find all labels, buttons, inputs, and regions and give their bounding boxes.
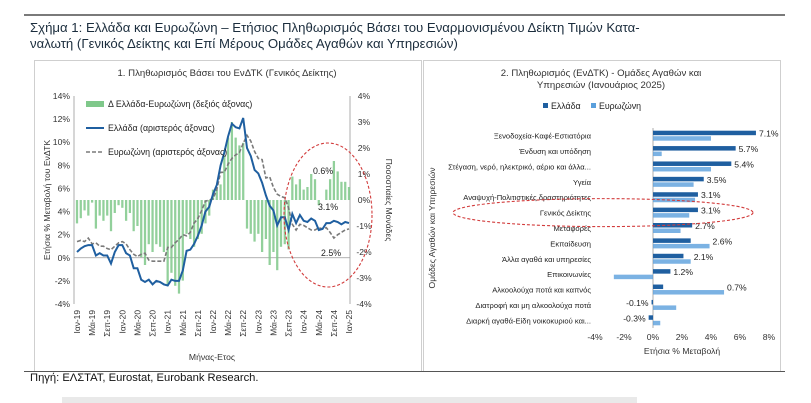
chart1-ylabel: Ετήσια % Μεταβολή του ΕνΔΤΚ bbox=[42, 139, 52, 261]
chart1-diff-bar bbox=[269, 200, 271, 265]
chart1-diff-bar bbox=[280, 200, 282, 247]
chart2-greece-bar bbox=[653, 146, 736, 151]
chart1-diff-bar bbox=[310, 174, 312, 200]
chart1-ytick-right-label: 0% bbox=[357, 195, 371, 205]
chart1-diff-bar bbox=[129, 200, 131, 213]
chart1-diff-bar bbox=[76, 200, 78, 223]
chart2-eurozone-bar bbox=[653, 259, 691, 264]
chart2-category-label: Αναψυχή-Πολιτιστικές δραστηριότητες bbox=[463, 193, 591, 203]
chart2-category-label: Υγεία bbox=[573, 177, 591, 187]
chart2-xtick-label: 4% bbox=[704, 332, 718, 342]
chart1-diff-bar bbox=[261, 200, 263, 252]
chart1-diff-bar bbox=[148, 200, 150, 244]
chart1-annotation-greece: 3.1% bbox=[318, 202, 339, 212]
chart1-diff-bar bbox=[95, 200, 97, 229]
chart2-eurozone-bar bbox=[653, 152, 662, 157]
chart1-xtick-label: Ιαν-23 bbox=[253, 310, 264, 334]
chart1-diff-bar bbox=[121, 200, 123, 208]
chart2-eurozone-bar bbox=[653, 182, 694, 187]
chart1-diff-bar bbox=[117, 200, 119, 205]
chart1-xtick-label: Ιαν-25 bbox=[344, 310, 354, 334]
chart1-diff-bar bbox=[238, 145, 240, 200]
chart2-xtick-label: 8% bbox=[762, 332, 776, 342]
chart1-diff-bar bbox=[114, 200, 116, 213]
chart2-eurozone-bar bbox=[653, 213, 689, 218]
chart1-diff-bar bbox=[333, 161, 335, 200]
chart1-xtick-label: Μάι-22 bbox=[223, 310, 234, 336]
source-note: Πηγή: ΕΛΣΤΑΤ, Eurostat, Eurobank Research. bbox=[30, 372, 259, 384]
chart1-diff-bar bbox=[136, 200, 138, 226]
chart2-title-line2: Υπηρεσιών (Ιανουάριος 2025) bbox=[536, 80, 666, 91]
chart1-diff-bar bbox=[250, 200, 252, 234]
chart1-diff-bar bbox=[106, 200, 108, 216]
chart2-greece-bar bbox=[653, 269, 670, 274]
chart1-diff-bar bbox=[163, 200, 165, 252]
chart1-title: 1. Πληθωρισμός Βάσει του ΕνΔΤΚ (Γενικός Δείκτης) bbox=[117, 68, 337, 79]
chart1-diff-bar bbox=[257, 200, 259, 234]
chart2-value-label: 3.1% bbox=[700, 190, 721, 201]
chart1-diff-bar bbox=[291, 177, 293, 200]
chart2-value-label: 3.1% bbox=[700, 205, 721, 216]
chart2-eurozone-bar bbox=[653, 244, 710, 249]
chart2-category-label: Γενικός Δείκτης bbox=[539, 208, 591, 218]
chart1-diff-bar bbox=[242, 143, 244, 200]
chart2-greece-bar bbox=[653, 192, 698, 197]
chart2-legend-eurozone-label: Ευρωζώνη bbox=[599, 101, 641, 111]
chart1-legend-eurozone-label: Ευρωζώνη (αριστερός άξονας) bbox=[108, 147, 228, 157]
chart1-xtick-label: Ιαν-24 bbox=[298, 310, 309, 334]
chart1-diff-bar bbox=[219, 184, 221, 200]
chart2-value-label: 2.6% bbox=[712, 236, 733, 247]
figure-title-line1: Σχήμα 1: Ελλάδα και Ευρωζώνη – Ετήσιος Πληθωρισμός Βάσει του Εναρμονισμένου Δείκτη Τιμών Κατα- bbox=[30, 20, 640, 35]
chart2-value-label: 2.7% bbox=[695, 221, 715, 231]
chart1-diff-bar bbox=[110, 200, 112, 231]
chart2-category-label: Στέγαση, νερό, ηλεκτρικό, αέριο και άλλα... bbox=[448, 162, 591, 172]
chart2-xtick-label: -4% bbox=[587, 332, 603, 342]
chart1-diff-bar bbox=[170, 200, 172, 273]
chart1-annotation-diff: 0.6% bbox=[313, 166, 334, 176]
chart1-ytick-label: 4% bbox=[57, 206, 70, 217]
chart2-eurozone-bar bbox=[653, 290, 724, 295]
chart1-ytick-label: 10% bbox=[52, 137, 70, 148]
chart2-greece-bar bbox=[653, 285, 663, 290]
chart2-value-label: -0.1% bbox=[626, 297, 649, 308]
chart2-greece-bar bbox=[652, 300, 653, 305]
chart1-diff-bar bbox=[246, 200, 248, 229]
chart2-category-label: Ξενοδοχεία-Καφέ-Εστιατόρια bbox=[493, 131, 591, 141]
chart2-greece-bar bbox=[653, 254, 683, 259]
chart1-ytick-right-label: 2% bbox=[357, 143, 371, 153]
chart1-diff-bar bbox=[253, 200, 255, 242]
chart1-diff-bar bbox=[159, 200, 161, 247]
chart1-legend-diff-swatch bbox=[86, 101, 104, 107]
chart2-value-label: 1.2% bbox=[673, 267, 693, 278]
footer-strip bbox=[62, 397, 637, 403]
chart1-ytick-right-label: -4% bbox=[356, 299, 372, 309]
chart2-category-label: Επικοινωνίες bbox=[547, 270, 591, 280]
chart2-greece-bar bbox=[649, 315, 653, 320]
chart1-diff-bar bbox=[272, 200, 274, 252]
chart1-ytick-right-label: 4% bbox=[357, 91, 371, 101]
chart1-xtick-label: Μάι-20 bbox=[132, 310, 143, 336]
chart1-diff-bar bbox=[337, 171, 339, 200]
chart2-xtick-label: -2% bbox=[616, 332, 632, 342]
chart2-value-label: 0.7% bbox=[727, 282, 747, 293]
chart2-eurozone-bar bbox=[614, 275, 653, 280]
chart1-highlight-ellipse bbox=[284, 143, 372, 287]
chart1-ytick-right-label: -1% bbox=[356, 221, 372, 231]
chart1-ytick-right-label: -2% bbox=[356, 247, 372, 257]
chart1-xtick-label: Μάι-23 bbox=[268, 310, 279, 336]
chart2-xtick-label: 0% bbox=[646, 332, 660, 342]
chart2-xtick-label: 2% bbox=[675, 332, 689, 342]
chart2-eurozone-bar bbox=[653, 136, 711, 141]
chart2-category-label: Διατροφή και μη αλκοολούχα ποτά bbox=[475, 300, 591, 310]
chart2-ylabel: Ομάδες Αγαθών και Υπηρεσιών bbox=[427, 167, 437, 289]
chart2-category-label: Ένδυση και υπόδηση bbox=[518, 147, 591, 157]
chart2-eurozone-bar bbox=[653, 305, 676, 310]
chart1-diff-bar bbox=[167, 200, 169, 286]
chart2-category-label: Αλκοολούχα ποτά και καπνός bbox=[492, 285, 591, 295]
chart2-value-label: 5.4% bbox=[734, 159, 754, 170]
chart2-category-label: Εκπαίδευση bbox=[550, 239, 591, 249]
figure-title bbox=[30, 20, 790, 52]
chart1-diff-bar bbox=[80, 200, 82, 218]
chart1-xtick-label: Ιαν-19 bbox=[72, 310, 82, 334]
chart1-xtick-label: Σεπ-20 bbox=[147, 310, 158, 337]
chart2-category-label: Μεταφορές bbox=[553, 224, 591, 233]
chart1-xtick-label: Σεπ-24 bbox=[328, 310, 339, 337]
chart1-diff-bar bbox=[314, 179, 316, 200]
chart1-xtick-label: Σεπ-23 bbox=[283, 310, 294, 337]
chart1-diff-bar bbox=[91, 200, 93, 203]
chart1-diff-bar bbox=[265, 200, 267, 239]
chart1-ytick-label: 12% bbox=[52, 114, 70, 125]
chart1-ytick-right-label: 3% bbox=[357, 117, 371, 127]
chart1-xtick-label: Σεπ-22 bbox=[238, 310, 249, 337]
chart2-value-label: 7.1% bbox=[758, 128, 779, 139]
chart1-diff-bar bbox=[276, 200, 278, 270]
chart1-diff-bar bbox=[295, 184, 297, 200]
chart1-xtick-label: Σεπ-21 bbox=[192, 310, 203, 337]
chart1-diff-bar bbox=[348, 187, 350, 200]
chart1-diff-bar bbox=[303, 190, 305, 200]
chart2-xlabel: Ετήσια % Μεταβολή bbox=[643, 346, 721, 356]
chart1-xtick-label: Ιαν-22 bbox=[208, 310, 218, 334]
chart1-diff-bar bbox=[340, 182, 342, 200]
chart1-ytick-right-label: -3% bbox=[356, 273, 372, 283]
chart2-greece-bar bbox=[653, 208, 698, 213]
chart1-diff-bar bbox=[306, 187, 308, 200]
chart2-eurozone-bar bbox=[653, 167, 711, 172]
chart1-ytick-label: 6% bbox=[57, 183, 70, 194]
chart1-xtick-label: Μάι-24 bbox=[313, 310, 324, 336]
chart2-legend-greece-label: Ελλάδα bbox=[551, 101, 581, 111]
chart1-ytick-right-label: 1% bbox=[357, 169, 371, 179]
chart1-xtick-label: Μάι-21 bbox=[177, 310, 188, 336]
chart1-diff-bar bbox=[344, 182, 346, 200]
chart2-greece-bar bbox=[653, 131, 756, 136]
chart1-legend-greece-label: Ελλάδα (αριστερός άξονας) bbox=[108, 123, 215, 133]
chart2-greece-bar bbox=[653, 177, 704, 182]
chart2-eurozone-bar bbox=[653, 321, 660, 326]
chart2-xtick-label: 6% bbox=[733, 332, 747, 342]
chart1-diff-bar bbox=[83, 200, 85, 210]
chart1-diff-bar bbox=[185, 200, 187, 234]
chart2-title: 2. Πληθωρισμός (ΕνΔΤΚ) - Ομάδες Αγαθών και bbox=[500, 68, 702, 79]
chart1-diff-bar bbox=[299, 179, 301, 200]
chart1-diff-bar bbox=[155, 200, 157, 244]
chart1-xtick-label: Μάι-19 bbox=[87, 310, 98, 336]
chart2-greece-bar bbox=[653, 161, 731, 166]
chart2-value-label: 2.1% bbox=[693, 251, 714, 262]
chart1-ylabel-right: Ποσοστιαίες Μονάδες bbox=[384, 158, 394, 242]
chart1-diff-bar bbox=[227, 138, 229, 200]
chart1-diff-bar bbox=[235, 138, 237, 200]
chart2-greece-bar bbox=[653, 238, 691, 243]
chart2-category-label: Διαρκή αγαθά-Είδη νοικοκυριού και... bbox=[466, 316, 591, 326]
chart1-xtick-label: Σεπ-19 bbox=[102, 310, 113, 337]
chart2-value-label: 5.7% bbox=[738, 144, 759, 155]
chart1-ytick-label: 2% bbox=[57, 229, 70, 240]
chart2-category-label: Άλλα αγαθά και υπηρεσίες bbox=[502, 254, 591, 264]
chart1-ytick-label: 14% bbox=[52, 91, 70, 101]
chart1-diff-bar bbox=[151, 200, 153, 252]
chart1-diff-bar bbox=[223, 156, 225, 200]
chart1-ytick-label: -2% bbox=[54, 275, 70, 286]
chart1-diff-bar bbox=[140, 200, 142, 257]
chart1-ytick-label: -4% bbox=[54, 299, 70, 309]
chart1-ytick-label: 8% bbox=[57, 160, 70, 171]
chart1-diff-bar bbox=[325, 190, 327, 200]
chart2-legend-greece-swatch bbox=[543, 103, 548, 108]
chart1-xtick-label: Ιαν-20 bbox=[117, 310, 128, 334]
chart1-legend-diff-label: Δ Ελλάδα-Ευρωζώνη (δεξιός άξονας) bbox=[108, 99, 253, 109]
chart1-ytick-label: 0% bbox=[57, 252, 70, 263]
chart1-xlabel: Μήνας-Ετος bbox=[188, 352, 236, 362]
chart1-diff-bar bbox=[329, 179, 331, 200]
chart1-diff-bar bbox=[125, 200, 127, 221]
chart1-diff-bar bbox=[87, 200, 89, 216]
figure-title-line2: ναλωτή (Γενικός Δείκτης και Επί Μέρους Ομάδες Αγαθών και Υπηρεσιών) bbox=[30, 36, 458, 51]
chart2-value-label: 3.5% bbox=[706, 174, 727, 185]
chart2-value-label: -0.3% bbox=[623, 313, 646, 324]
chart1-xtick-label: Ιαν-21 bbox=[162, 310, 173, 334]
chart1-diff-bar bbox=[102, 200, 104, 221]
chart2-eurozone-bar bbox=[653, 229, 681, 234]
chart1-diff-bar bbox=[133, 200, 135, 231]
chart1-diff-bar bbox=[99, 200, 101, 216]
chart1-line-chart bbox=[34, 60, 420, 370]
chart1-annotation-eurozone: 2.5% bbox=[321, 248, 342, 258]
chart2-legend-eurozone-swatch bbox=[591, 103, 596, 108]
chart2-bar-chart bbox=[423, 60, 779, 370]
